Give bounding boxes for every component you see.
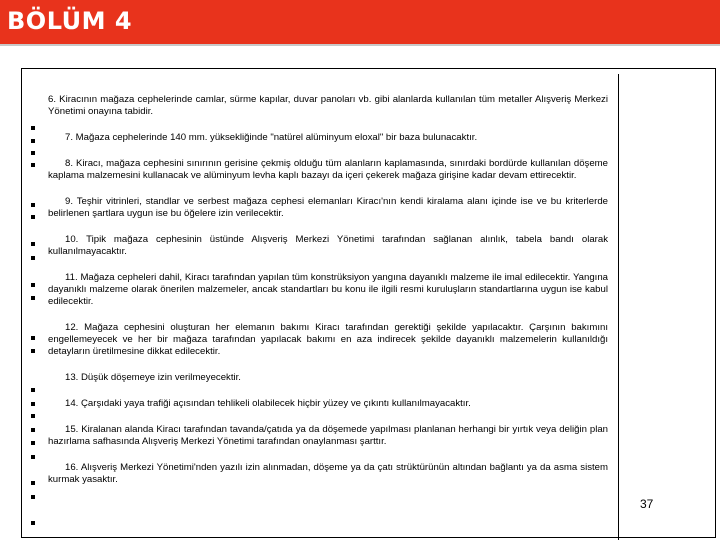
header-rule [0,44,720,46]
paragraph-7: 7. Mağaza cephelerinde 140 mm. yüksekliğinde "natürel alüminyum eloxal" bir baza bulunacaktır. [65,132,478,143]
paragraph-8: 8. Kiracı, mağaza cephesini sınırının gerisine çekmiş olduğu tüm alanların kaplamasında, sınırdaki bordürde kullanılan döşeme kaplama malzemesini kullanacak ve alüminyum levha kaplı bazayı da içeri çekerek mağaza girişine kadar devam ettirecektir. [48,158,608,181]
bullet-marker [31,283,35,287]
bullet-marker [31,163,35,167]
bullet-marker [31,414,35,418]
bullet-marker [31,388,35,392]
paragraph-9: 9. Teşhir vitrinleri, standlar ve serbest mağaza cephesi elemanları Kiracı'nın kendi kiralama alanı içinde ise ve bu kriterlerde belirlenen şartlara uygun ise bu öğelere izin verilecektir. [48,196,608,219]
bullet-marker [31,139,35,143]
paragraph-11: 11. Mağaza cepheleri dahil, Kiracı tarafından yapılan tüm konstrüksiyon yangına dayanıklı malzeme ile imal edilecektir. Yangına dayanıklı malzeme olarak önerilen malzemeler, ancak standartları bu konu ile ilgili resmi kuruluşların standartlarına uygun ise kabul edilecektir. [48,272,608,307]
bullet-marker [31,481,35,485]
bullet-marker [31,151,35,155]
bullet-marker [31,402,35,406]
paragraph-6: 6. Kiracının mağaza cephelerinde camlar, sürme kapılar, duvar panoları vb. gibi alanlarda kullanılan tüm metaller Alışveriş Merkezi Yönetimi onayına tabidir. [48,94,608,117]
bullet-marker [31,441,35,445]
paragraph-15: 15. Kiralanan alanda Kiracı tarafından tavanda/çatıda ya da döşemede yapılması planlanan herhangi bir yırtık veya deliğin plan hazırlama safhasında Alışveriş Merkezi Yönetimi tarafından onaylanması şarttır. [48,424,608,447]
bullet-marker [31,349,35,353]
bullet-marker [31,203,35,207]
bullet-marker [31,428,35,432]
page-number: 37 [640,497,654,511]
paragraph-12: 12. Mağaza cephesini oluşturan her elemanın bakımı Kiracı tarafından gerektiği şekilde yapılacaktır. Çarşının bakımını engellemeyecek ve her bir mağaza tarafından yapılacak bakımı en aza indirecek şekilde dayanıklı malzemelerin kullanıldığı detayların üretilmesine dikkat edilecektir. [48,322,608,357]
paragraph-list [48,94,608,486]
bullet-marker [31,126,35,130]
bullet-marker [31,521,35,525]
bullet-marker [31,242,35,246]
bullet-marker [31,455,35,459]
bullet-marker [31,215,35,219]
paragraph-14: 14. Çarşıdaki yaya trafiği açısından tehlikeli olabilecek hiçbir yüzey ve çıkıntı kullanılmayacaktır. [65,398,471,409]
bullet-marker [31,256,35,260]
section-title: BÖLÜM 4 [7,7,133,35]
bullet-marker [31,296,35,300]
paragraph-10: 10. Tipik mağaza cephesinin üstünde Alışveriş Merkezi Yönetimi tarafından sağlanan alınlık, tabela bandı olarak kullanılmayacaktır. [48,234,608,257]
header-banner [0,0,720,44]
paragraph-13: 13. Düşük döşemeye izin verilmeyecektir. [65,372,241,383]
bullet-marker [31,336,35,340]
bullet-marker [31,495,35,499]
paragraph-16: 16. Alışveriş Merkezi Yönetimi'nden yazılı izin alınmadan, döşeme ya da çatı strüktürünün altından bağlantı ya da asma sistem kurmak yasaktır. [48,462,608,485]
column-divider [618,74,619,540]
